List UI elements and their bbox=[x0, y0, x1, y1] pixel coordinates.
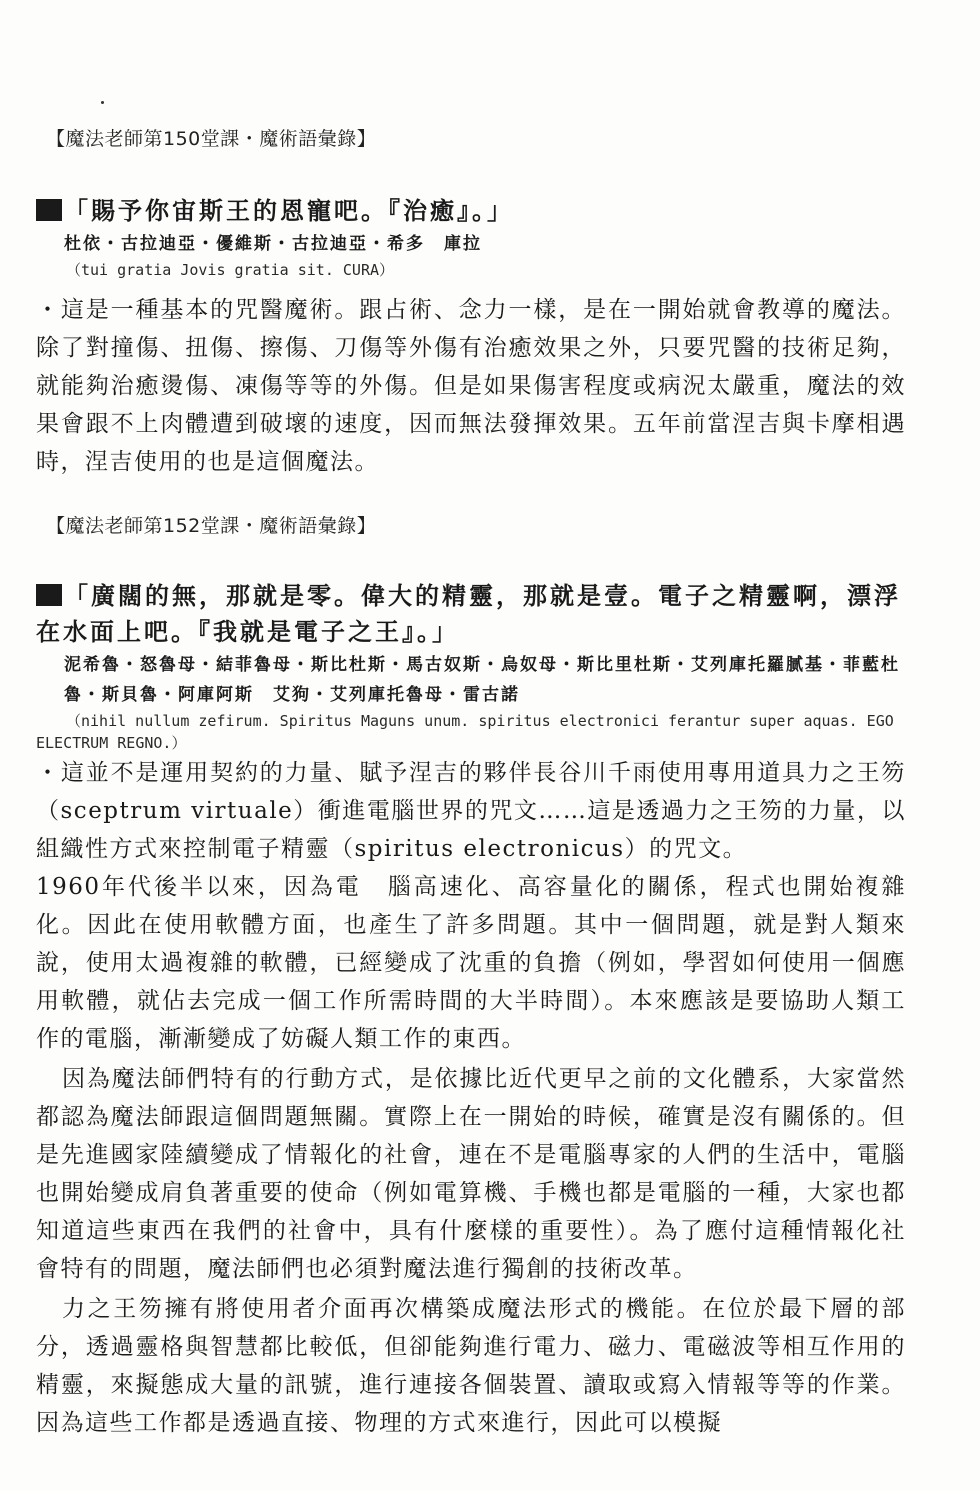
spell-title-cura bbox=[36, 193, 906, 229]
body-paragraph: 力之王笏擁有將使用者介面再次構築成魔法形式的機能。在位於最下層的部分，透過靈格與智慧都比較低，但卻能夠進行電力、磁力、電磁波等相互作用的精靈，來擬態成大量的訊號，進行連接各個裝置、讀取或寫入情報等等的作業。因為這些工作都是透過直接、物理的方式來進行，因此可以模擬 bbox=[36, 1296, 906, 1436]
spell-title-electrum bbox=[36, 578, 906, 650]
spell-reading: 泥希魯・怒魯母・結菲魯母・斯比杜斯・馬古奴斯・烏奴母・斯比里杜斯・艾列庫托羅腻基・菲藍杜魯・斯貝魯・阿庫阿斯 艾狗・艾列庫托魯母・雷古諾 bbox=[64, 655, 900, 705]
spell-latin: （tui gratia Jovis gratia sit. CURA） bbox=[66, 261, 395, 279]
spell-reading: 杜依・古拉迪亞・優維斯・古拉迪亞・希多 庫拉 bbox=[64, 234, 482, 254]
body-paragraph: ・這是一種基本的咒醫魔術。跟占術、念力一樣，是在一開始就會教導的魔法。除了對撞傷、扭傷、擦傷、刀傷等外傷有治癒效果之外，只要咒醫的技術足夠，就能夠治癒燙傷、凍傷等等的外傷。但是如果傷害程度或病況太嚴重，魔法的效果會跟不上肉體遭到破壞的速度，因而無法發揮效果。五年前當涅吉與卡摩相遇時，涅吉使用的也是這個魔法。 bbox=[36, 297, 906, 475]
black-square-icon bbox=[36, 199, 62, 221]
spell-text: 「廣闊的無，那就是零。偉大的精靈，那就是壹。電子之精靈啊，漂浮在水面上吧。『我就是電子之王』。」 bbox=[36, 581, 901, 646]
stray-mark bbox=[101, 101, 104, 104]
body-paragraph: 因為魔法師們特有的行動方式，是依據比近代更早之前的文化體系，大家當然都認為魔法師跟這個問題無關。實際上在一開始的時候，確實是沒有關係的。但是先進國家陸續變成了情報化的社會，連在不是電腦專家的人們的生活中，電腦也開始變成肩負著重要的使命（例如電算機、手機也都是電腦的一種，大家也都知道這些東西在我們的社會中，具有什麼樣的重要性）。為了應付這種情報化社會特有的問題，魔法師們也必須對魔法進行獨創的技術改革。 bbox=[36, 1066, 906, 1282]
body-paragraph: 1960年代後半以來，因為電 腦高速化、高容量化的關係，程式也開始複雜化。因此在使用軟體方面，也產生了許多問題。其中一個問題，就是對人類來說，使用太過複雜的軟體，已經變成了沈重的負擔（例如，學習如何使用一個應用軟體，就佔去完成一個工作所需時間的大半時間）。本來應該是要協助人類工作的電腦，漸漸變成了妨礙人類工作的東西。 bbox=[36, 874, 906, 1052]
section-header-152: 【魔法老師第152堂課・魔術語彙錄】 bbox=[46, 515, 377, 537]
section-header-150: 【魔法老師第150堂課・魔術語彙錄】 bbox=[46, 128, 377, 150]
spell-latin: （nihil nullum zefirum. Spiritus Maguns unum. spiritus electronici ferantur super aquas. EGO ELECTRUM REGNO.） bbox=[36, 712, 894, 752]
spell-text: 「賜予你宙斯王的恩寵吧。『治癒』。」 bbox=[64, 196, 514, 225]
black-square-icon bbox=[36, 584, 62, 606]
body-paragraph: ・這並不是運用契約的力量、賦予涅吉的夥伴長谷川千雨使用專用道具力之王笏（sceptrum virtuale）衝進電腦世界的咒文……這是透過力之王笏的力量，以組織性方式來控制電子精靈（spiritus electronicus）的咒文。 bbox=[36, 760, 906, 862]
